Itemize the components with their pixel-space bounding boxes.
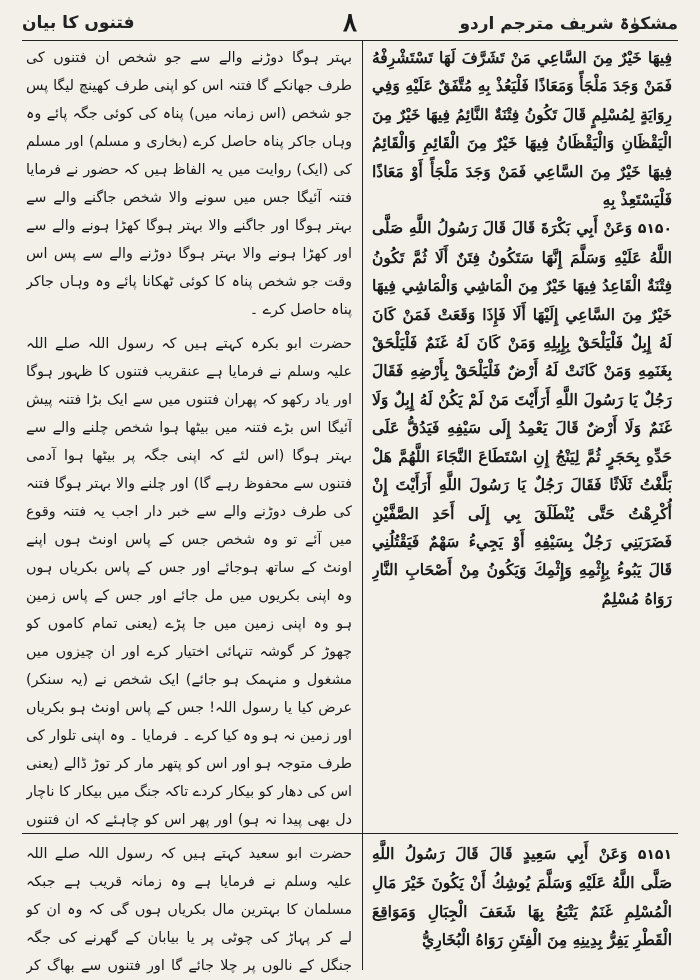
column-divider — [362, 40, 363, 970]
arabic-column-bottom — [372, 840, 672, 975]
urdu-paragraph: حضرت ابو بکرہ کہتے ہیں کہ رسول اللہ صلے اللہ علیہ وسلم نے فرمایا ہے عنقریب فتنوں کا ظہور ہوگا اور یاد رکھو کہ پھران فتنوں میں سے ایک بڑا فتنہ پیش آئیگا اس بڑے فتنہ میں بیٹھا ہوا شخص چلنے والے سے بہتر ہوگا (اس لئے کہ اپنی جگہ پر بیٹھا ہوا آدمی فتنوں سے محفوظ رہے گا) اور چلنے والا بہتر ہوگا فتنہ کی طرف دوڑنے والے سے خبر دار اجب یہ فتنہ وقوع میں آئے تو وہ شخص جس کے پاس اونٹ ہوں اپنے اونٹ کے ساتھ ہوجائے اور جس کے پاس بکریاں ہوں وہ اپنی بکریوں میں مل جائے اور جس کے پاس زمین ہو وہ اپنی زمین میں جا پڑے (یعنی تمام کاموں کو چھوڑ کر گوشہ تنہائی اختیار کرے اور ان چیزوں میں مشغول و منہمک ہو جائے) ایک شخص نے (یہ سنکر) عرض کیا یا رسول اللہ! جس کے پاس اونٹ ہو بکریاں اور زمین نہ ہو وہ کیا کرے ۔ فرمایا ۔ وہ اپنی تلوار کی طرف متوجہ ہو اور اس کو پتھر مار کر توڑ ڈالے (یعنی اس کی دھار کو بیکار کردے تاکہ جنگ میں بیکار کا ناچار دل بھی پیدا نہ ہو) اور پھر اس کو چاہئے کہ ان فتنوں — [26, 336, 352, 828]
page-number: ۸ — [343, 8, 357, 38]
header-rule — [22, 40, 678, 41]
urdu-column-bottom — [26, 840, 352, 975]
arabic-paragraph — [372, 214, 672, 613]
arabic-hadith-text: وَعَنْ أَبِي بَكْرَةَ قَالَ قَالَ رَسُولُ اللَّهِ صَلَّى اللَّهُ عَلَيْهِ وَسَلَّمَ إِنَّهَا سَتَكُونُ فِتَنٌ أَلَا ثُمَّ تَكُونُ فِتْنَةٌ الْقَاعِدُ فِيهَا خَيْرٌ مِنَ الْمَاشِي وَالْمَاشِي فِيهَا خَيْرٌ مِنَ السَّاعِي إِلَيْهَا أَلَا فَإِذَا وَقَعَتْ فَمَنْ كَانَ لَهُ إِبِلٌ فَلْيَلْحَقْ بِإِبِلِهِ وَمَنْ كَانَ لَهُ غَنَمٌ فَلْيَلْحَقْ بِغَنَمِهِ وَمَنْ كَانَتْ لَهُ أَرْضٌ فَلْيَلْحَقْ بِأَرْضِهِ فَقَالَ رَجُلٌ يَا رَسُولَ اللَّهِ أَرَأَيْتَ مَنْ لَمْ يَكُنْ لَهُ إِبِلٌ وَلَا غَنَمٌ وَلَا أَرْضٌ قَالَ يَعْمِدُ إِلَى سَيْفِهِ فَيَدُقُّ عَلَى حَدِّهِ بِحَجَرٍ ثُمَّ لِيَنْجُ إِنِ اسْتَطَاعَ النَّجَاءَ اللَّهُمَّ هَلْ بَلَّغْتُ ثَلَاثًا فَقَالَ رَجُلٌ يَا رَسُولَ اللَّهِ أَرَأَيْتَ إِنْ أُكْرِهْتُ حَتَّى يُنْطَلَقَ بِي إِلَى أَحَدِ الصَّفَّيْنِ فَضَرَبَنِي رَجُلٌ بِسَيْفِهِ أَوْ يَجِيءُ سَهْمٌ فَيَقْتُلُنِي قَالَ يَبُوءُ بِإِثْمِهِ وَإِثْمِكَ وَيَكُونُ مِنْ أَصْحَابِ النَّارِ رَوَاهُ مُسْلِمٌ — [372, 218, 672, 608]
hadith-number: ۵۱۵۱ — [637, 847, 672, 863]
book-title: مشکوٰۃ شریف مترجم اردو — [459, 13, 678, 34]
arabic-paragraph: فِيهَا خَيْرٌ مِنَ السَّاعِي مَنْ تَشَرَّفَ لَهَا تَسْتَشْرِفْهُ فَمَنْ وَجَدَ مَلْجَأً وَمَعَاذًا فَلْيَعُذْ بِهِ مُتَّفَقٌ عَلَيْهِ وَفِي رِوَايَةٍ لِمُسْلِمٍ قَالَ تَكُونُ فِتْنَةٌ النَّائِمُ فِيهَا خَيْرٌ مِنَ الْيَقْظَانِ وَالْيَقْظَانُ فِيهَا خَيْرٌ مِنَ الْقَائِمِ وَالْقَائِمُ فِيهَا خَيْرٌ مِنَ السَّاعِي فَمَنْ وَجَدَ مَلْجَأً أَوْ مَعَاذًا فَلْيَسْتَعِذْ بِهِ — [372, 48, 672, 210]
urdu-paragraph: حضرت ابو سعید کہتے ہیں کہ رسول اللہ صلے اللہ علیہ وسلم نے فرمایا ہے وہ زمانہ قریب ہے جبکہ مسلمان کا بہترین مال بکریاں ہوں گی کہ وہ ان کو لے کر پہاڑ کی چوٹی پر یا بیابان کے گھرنے کی جگہ جنگل کے نالوں پر چلا جائے گا اور فتنوں سے بھاگ کر — [26, 846, 352, 974]
chapter-title: فتنوں کا بیان — [22, 13, 135, 33]
arabic-column-top — [372, 44, 672, 834]
urdu-paragraph: بہتر ہوگا دوڑنے والے سے جو شخص ان فتنوں کی طرف جھانکے گا فتنہ اس کو اپنی طرف کھینچ لیگا پس جو شخص (اس زمانہ میں) پناہ کی کوئی جگہ پائے وہ وہاں جاکر پناہ حاصل کرے (بخاری و مسلم) اور مسلم کی (ایک) روایت میں یہ الفاظ ہیں کہ حضور نے فرمایا فتنہ آئیگا جس میں سونے والا شخص جاگنے والے سے بہتر ہوگا اور جاگنے والا بہتر ہوگا کھڑا ہونے والے سے اور کھڑا ہونے والا بہتر ہوگا دوڑنے والے سے پس اس وقت جو شخص پناہ کا کوئی ٹھکانا پائے وہ وہاں جاکر پناہ حاصل کرے ۔ — [26, 50, 352, 318]
page-header — [22, 8, 678, 38]
arabic-hadith-text: وَعَنْ أَبِي سَعِيدٍ قَالَ قَالَ رَسُولُ اللَّهِ صَلَّى اللَّهُ عَلَيْهِ وَسَلَّمَ يُوشِكُ أَنْ يَكُونَ خَيْرَ مَالِ الْمُسْلِمِ غَنَمٌ يَتْبَعُ بِهَا شَعَفَ الْجِبَالِ وَمَوَاقِعَ الْقَطْرِ يَفِرُّ بِدِينِهِ مِنَ الْفِتَنِ رَوَاهُ الْبُخَارِيُّ — [372, 844, 672, 950]
arabic-paragraph — [372, 840, 672, 955]
hadith-number: ۵۱۵۰ — [637, 221, 672, 238]
urdu-column-top — [26, 44, 352, 834]
